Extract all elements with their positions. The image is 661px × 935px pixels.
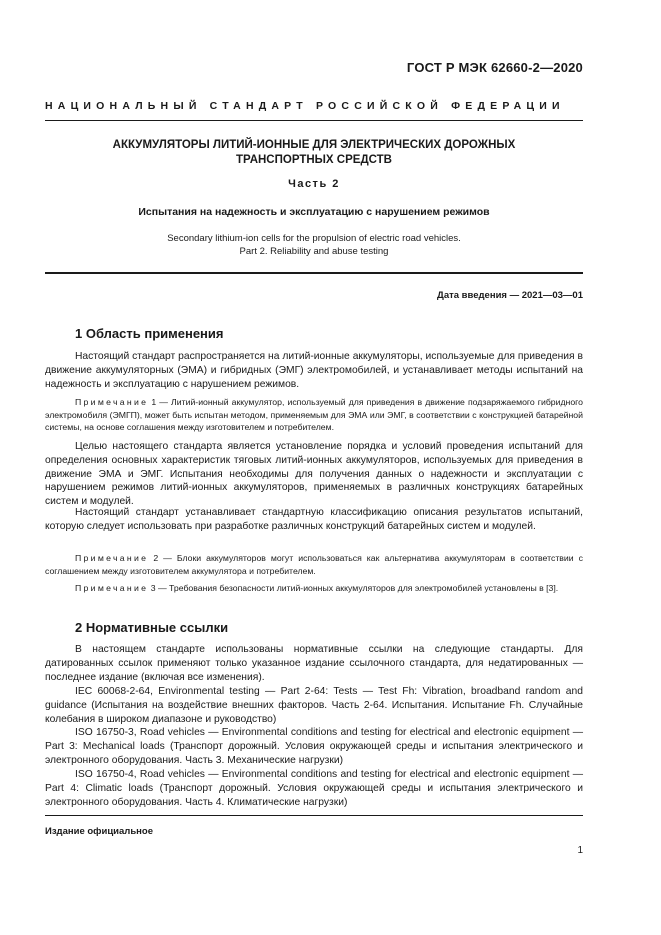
national-standard-heading: НАЦИОНАЛЬНЫЙ СТАНДАРТ РОССИЙСКОЙ ФЕДЕРАЦИИ bbox=[45, 100, 565, 112]
reference-iso-16750-4: ISO 16750-4, Road vehicles — Environmental conditions and testing for electrical and electronic equipment — Part 4: Climatic loads (Транспорт дорожный. Условия окружающей среды и испытания электрического и электронного оборудования. Часть 4. Климатические нагрузки) bbox=[45, 769, 583, 808]
note-1 bbox=[45, 396, 583, 434]
note-3-text: 3 — Требования безопасности литий-ионных аккумуляторов для электромобилей установлены в [3]. bbox=[148, 583, 559, 593]
english-title-line-2: Part 2. Reliability and abuse testing bbox=[239, 246, 389, 257]
note-1-text: 1 — Литий-ионный аккумулятор, используемый для приведения в движение подзаряжаемого гибридного электромобиля (ЭМГП), может быть испытан методом, применяемым для ЭМА или ЭМГ, в соответствии с конструкцией батарейной системы, на основе соглашения между изготовителем и потребителем. bbox=[45, 397, 583, 433]
footer-divider bbox=[45, 815, 583, 816]
note-2 bbox=[45, 552, 583, 577]
reference-iec-60068-2-64: IEC 60068-2-64, Environmental testing — Part 2-64: Tests — Test Fh: Vibration, broadband random and guidance (Испытания на воздействие внешних факторов. Часть 2-64. Испытания. Испытание Fh. Случайные колебания в широком диапазоне и руководство) bbox=[45, 686, 583, 725]
title-divider bbox=[45, 272, 583, 274]
section-1-paragraph-2: Целью настоящего стандарта является установление порядка и условий проведения испытаний для определения основных характеристик тяговых литий-ионных аккумуляторов, используемых для приведения в движение ЭМА и ЭМГ. Испытания необходимы для получения данных о надежности и эксплуатации с нарушением режимов литий-ионных аккумуляторов, применяемых в различных конструкциях батарейных систем и модулей. bbox=[45, 441, 583, 508]
note-2-text: 2 — Блоки аккумуляторов могут использоваться как альтернатива аккумуляторам в соответствии с соглашением между изготовителем аккумулятора и потребителем. bbox=[45, 553, 583, 576]
document-subtitle: Испытания на надежность и эксплуатацию с нарушением режимов bbox=[138, 206, 490, 218]
section-1-paragraph-3: Настоящий стандарт устанавливает стандартную классификацию описания результатов испытаний, которую следует использовать при разработке различных конструкций батарейных систем и модулей. bbox=[45, 507, 583, 532]
note-1-label: Примечание bbox=[75, 397, 149, 407]
title-line-1: АККУМУЛЯТОРЫ ЛИТИЙ-ИОННЫЕ ДЛЯ ЭЛЕКТРИЧЕСКИХ ДОРОЖНЫХ bbox=[112, 139, 516, 151]
page-number: 1 bbox=[577, 845, 583, 856]
english-title bbox=[45, 232, 583, 258]
header-divider bbox=[45, 120, 583, 121]
title-line-2: ТРАНСПОРТНЫХ СРЕДСТВ bbox=[236, 154, 392, 166]
note-2-label: Примечание bbox=[75, 553, 149, 563]
introduction-date: Дата введения — 2021—03—01 bbox=[437, 290, 583, 301]
note-3 bbox=[45, 582, 583, 595]
part-label: Часть 2 bbox=[288, 178, 340, 190]
english-title-line-1: Secondary lithium-ion cells for the propulsion of electric road vehicles. bbox=[167, 233, 461, 244]
standard-number: ГОСТ Р МЭК 62660-2—2020 bbox=[406, 60, 583, 75]
document-title bbox=[45, 138, 583, 168]
section-2-heading: 2 Нормативные ссылки bbox=[75, 620, 229, 635]
section-2-paragraph-1: В настоящем стандарте использованы нормативные ссылки на следующие стандарты. Для датированных ссылок применяют только указанное издание ссылочного стандарта, для недатированных — последнее издание (включая все изменения). bbox=[45, 644, 583, 683]
reference-iso-16750-3: ISO 16750-3, Road vehicles — Environmental conditions and testing for electrical and electronic equipment — Part 3: Mechanical loads (Транспорт дорожный. Условия окружающей среды и испытания электрического и электронного оборудования. Часть 3. Механические нагрузки) bbox=[45, 727, 583, 766]
note-3-label: Примечание bbox=[75, 583, 149, 593]
official-edition-label: Издание официальное bbox=[45, 826, 153, 837]
section-1-heading: 1 Область применения bbox=[75, 326, 224, 341]
section-1-paragraph-1: Настоящий стандарт распространяется на литий-ионные аккумуляторы, используемые для приведения в движение аккумуляторных (ЭМА) и гибридных (ЭМГ) электромобилей, и устанавливает методы испытаний на надежность и эксплуатацию с нарушением режимов. bbox=[45, 351, 583, 390]
